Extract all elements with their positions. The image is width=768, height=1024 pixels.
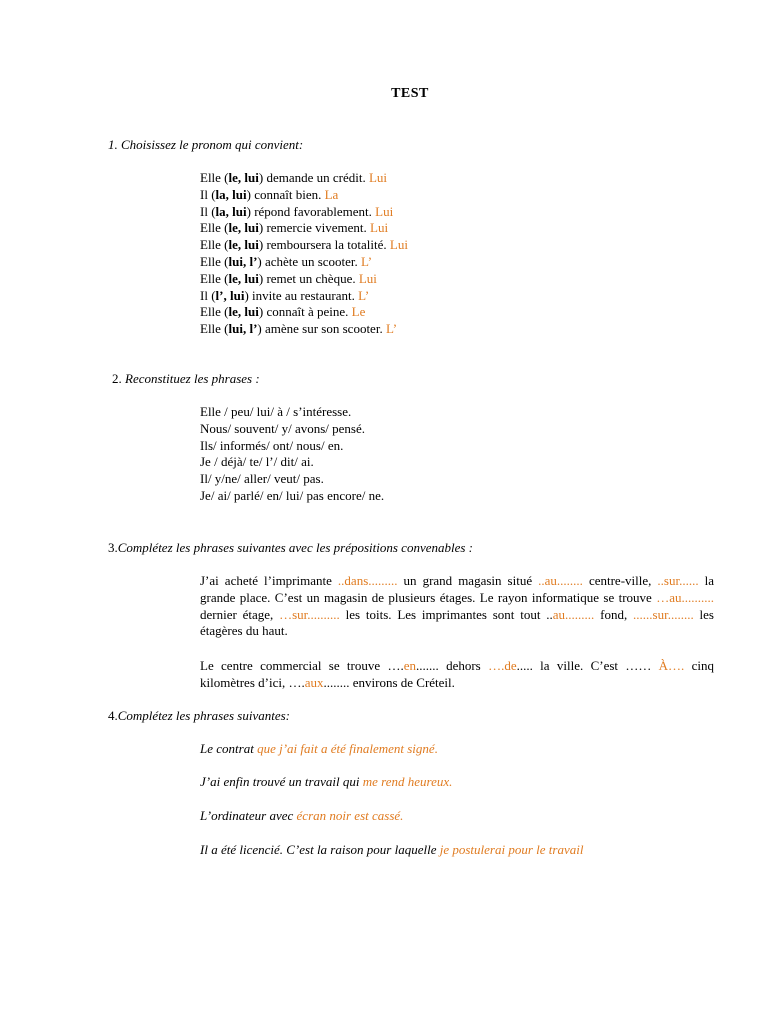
- list-item: Il a été licencié. C’est la raison pour laquelle je postulerai pour le travail: [200, 842, 584, 857]
- list-item: Elle (le, lui) remboursera la totalité. Lui: [200, 237, 408, 253]
- answer: Lui: [368, 170, 388, 185]
- list-item: Elle / peu/ lui/ à / s’intéresse.: [200, 404, 352, 419]
- list-item: Elle (le, lui) remet un chèque. Lui: [200, 270, 377, 286]
- section3-paragraph-2: Le centre commercial se trouve ….en....... dehors ….de..... la ville. C’est …… À…. cinq kilomètres d’ici, ….aux........ environs de Créteil.: [200, 658, 715, 690]
- list-item: J’ai enfin trouvé un travail qui me rend heureux.: [200, 774, 453, 789]
- list-item: Je / déjà/ te/ l’/ dit/ ai.: [200, 454, 314, 470]
- list-item: Il/ y/ne/ aller/ veut/ pas.: [200, 471, 324, 487]
- answer: La: [324, 186, 339, 202]
- answer: Lui: [375, 203, 394, 219]
- list-item: Je/ ai/ parlé/ en/ lui/ pas encore/ ne.: [200, 487, 385, 503]
- section2-list: [200, 404, 384, 505]
- list-item: Elle (le, lui) demande un crédit. Lui: [200, 170, 388, 185]
- answer: L’: [385, 321, 398, 337]
- list-item: Ils/ informés/ ont/ nous/ en.: [200, 437, 344, 453]
- section1-list: [200, 170, 408, 338]
- section1-heading: 1. Choisissez le pronom qui convient:: [108, 137, 304, 152]
- list-item: Il (l’, lui) invite au restaurant. L’: [200, 287, 370, 303]
- answer: Lui: [358, 270, 377, 286]
- list-item: Elle (lui, l’) amène sur son scooter. L’: [200, 321, 398, 337]
- list-item: Il (la, lui) connaît bien. La: [200, 186, 339, 202]
- list-item: Il (la, lui) répond favorablement. Lui: [200, 203, 394, 219]
- section3-heading: 3.Complétez les phrases suivantes avec les prépositions convenables :: [108, 540, 474, 555]
- list-item: L’ordinateur avec écran noir est cassé.: [200, 808, 404, 823]
- answer: Le: [351, 304, 366, 320]
- section3-paragraph-1: J’ai acheté l’imprimante ..dans......... un grand magasin situé ..au........ centre-ville, ..sur...... la grande place. C’est un magasin de plusieurs étages. Le rayon informatique se trouve …au.......... dernier étage, …sur.......... les toits. Les imprimantes sont tout ..au......... fond, ......sur........ les étagères du haut.: [200, 573, 715, 639]
- section2-heading: 2. Reconstituez les phrases :: [112, 371, 260, 386]
- list-item: Le contrat que j’ai fait a été finalement signé.: [200, 741, 438, 756]
- answer: L’: [358, 287, 370, 303]
- answer: Lui: [370, 220, 389, 236]
- list-item: Elle (le, lui) connaît à peine. Le: [200, 304, 366, 320]
- answer: L’: [361, 253, 373, 269]
- page-title: TEST: [391, 86, 429, 101]
- list-item: Elle (lui, l’) achète un scooter. L’: [200, 253, 373, 269]
- section4-heading: 4.Complétez les phrases suivantes:: [108, 708, 290, 723]
- list-item: Elle (le, lui) remercie vivement. Lui: [200, 220, 389, 236]
- answer: Lui: [389, 237, 408, 253]
- list-item: Nous/ souvent/ y/ avons/ pensé.: [200, 420, 366, 436]
